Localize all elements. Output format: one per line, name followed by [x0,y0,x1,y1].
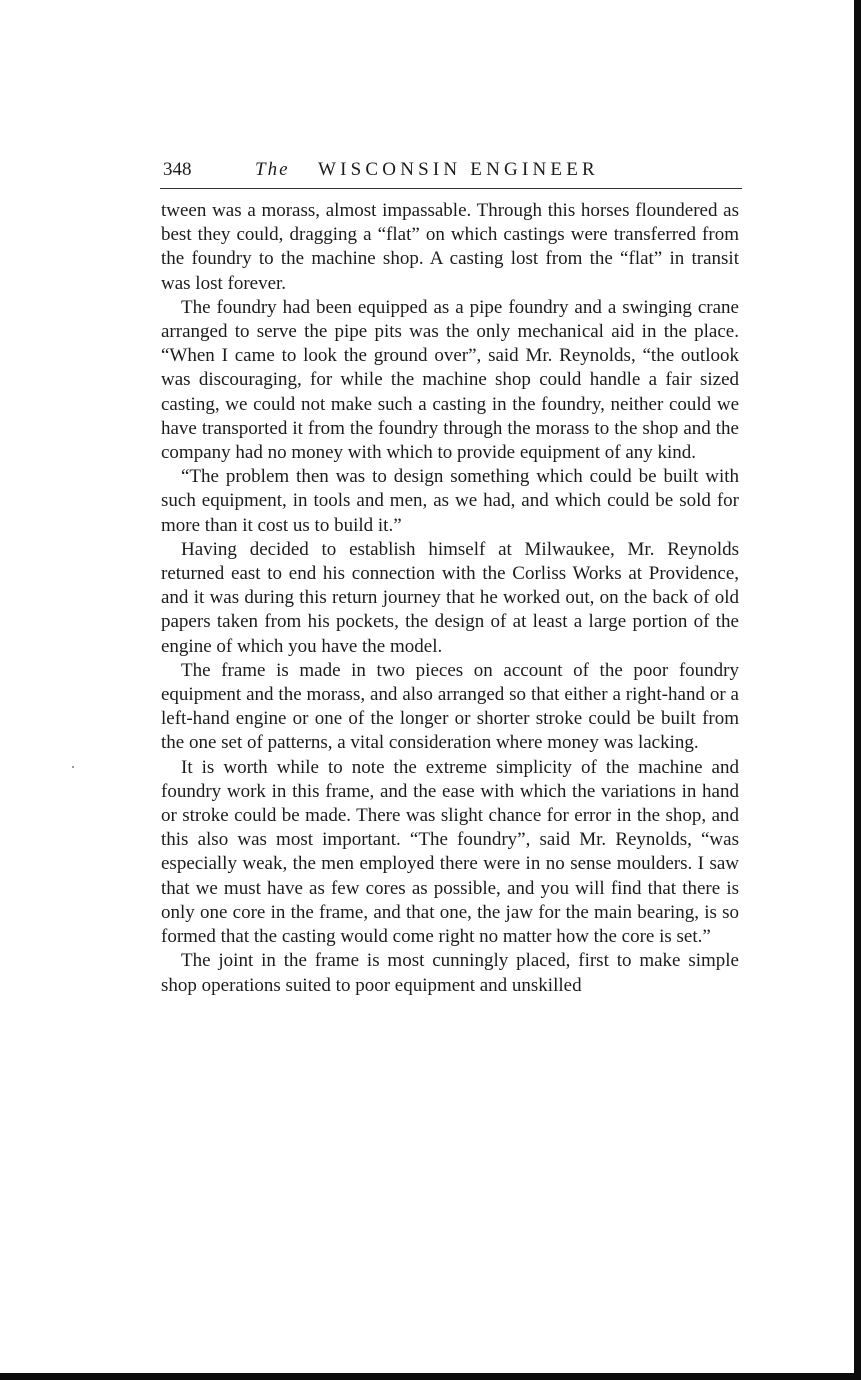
journal-title: WISCONSIN ENGINEER [318,159,599,180]
scan-edge-bottom [0,1373,861,1380]
running-head [163,156,741,184]
page-number: 348 [163,159,192,180]
paragraph-2: The foundry had been equipped as a pipe foundry and a swinging crane arranged to serve the pipe pits was the only mechanical aid in the place. “When I came to look the ground over”, said Mr. Reynolds, “the outlook was discouraging, for while the machine shop could handle a fair sized casting, we could not make such a casting in the foundry, neither could we have transported it from the foundry through the morass to the shop and the company had no money with which to provide equipment of any kind. [161,296,739,464]
paragraph-7: The joint in the frame is most cunningly placed, first to make simple shop operations suited to poor equipment and unskilled [161,950,739,996]
journal-title-article: The [255,159,290,180]
margin-speck [72,766,74,768]
header-rule [160,188,742,189]
paragraph-1: tween was a morass, almost impassable. Through this horses floundered as best they could, dragging a “flat” on which castings were transferred from the foundry to the machine shop. A casting lost from the “flat” in transit was lost forever. [161,200,739,294]
paragraph-3: “The problem then was to design something which could be built with such equipment, in tools and men, as we had, and which could be sold for more than it cost us to build it.” [161,466,739,536]
paragraph-6: It is worth while to note the extreme simplicity of the machine and foundry work in this frame, and the ease with which the variations in hand or stroke could be made. There was slight chance for error in the shop, and this also was most important. “The foundry”, said Mr. Reynolds, “was especially weak, the men employed there were in no sense moulders. I saw that we must have as few cores as possible, and you will find that there is only one core in the frame, and that one, the jaw for the main bearing, is so formed that the casting would come right no matter how the core is set.” [161,756,739,948]
paragraph-5: The frame is made in two pieces on account of the poor foundry equipment and the morass, and also arranged so that either a right-hand or a left-hand engine or one of the longer or shorter stroke could be built from the one set of patterns, a vital consideration where money was lacking. [161,659,739,754]
scan-edge-right [854,0,861,1380]
body-text [161,199,739,998]
paragraph-4: Having decided to establish himself at Milwaukee, Mr. Reynolds returned east to end his connection with the Corliss Works at Providence, and it was during this return journey that he worked out, on the back of old papers taken from his pockets, the design of at least a large portion of the engine of which you have the model. [161,538,739,657]
